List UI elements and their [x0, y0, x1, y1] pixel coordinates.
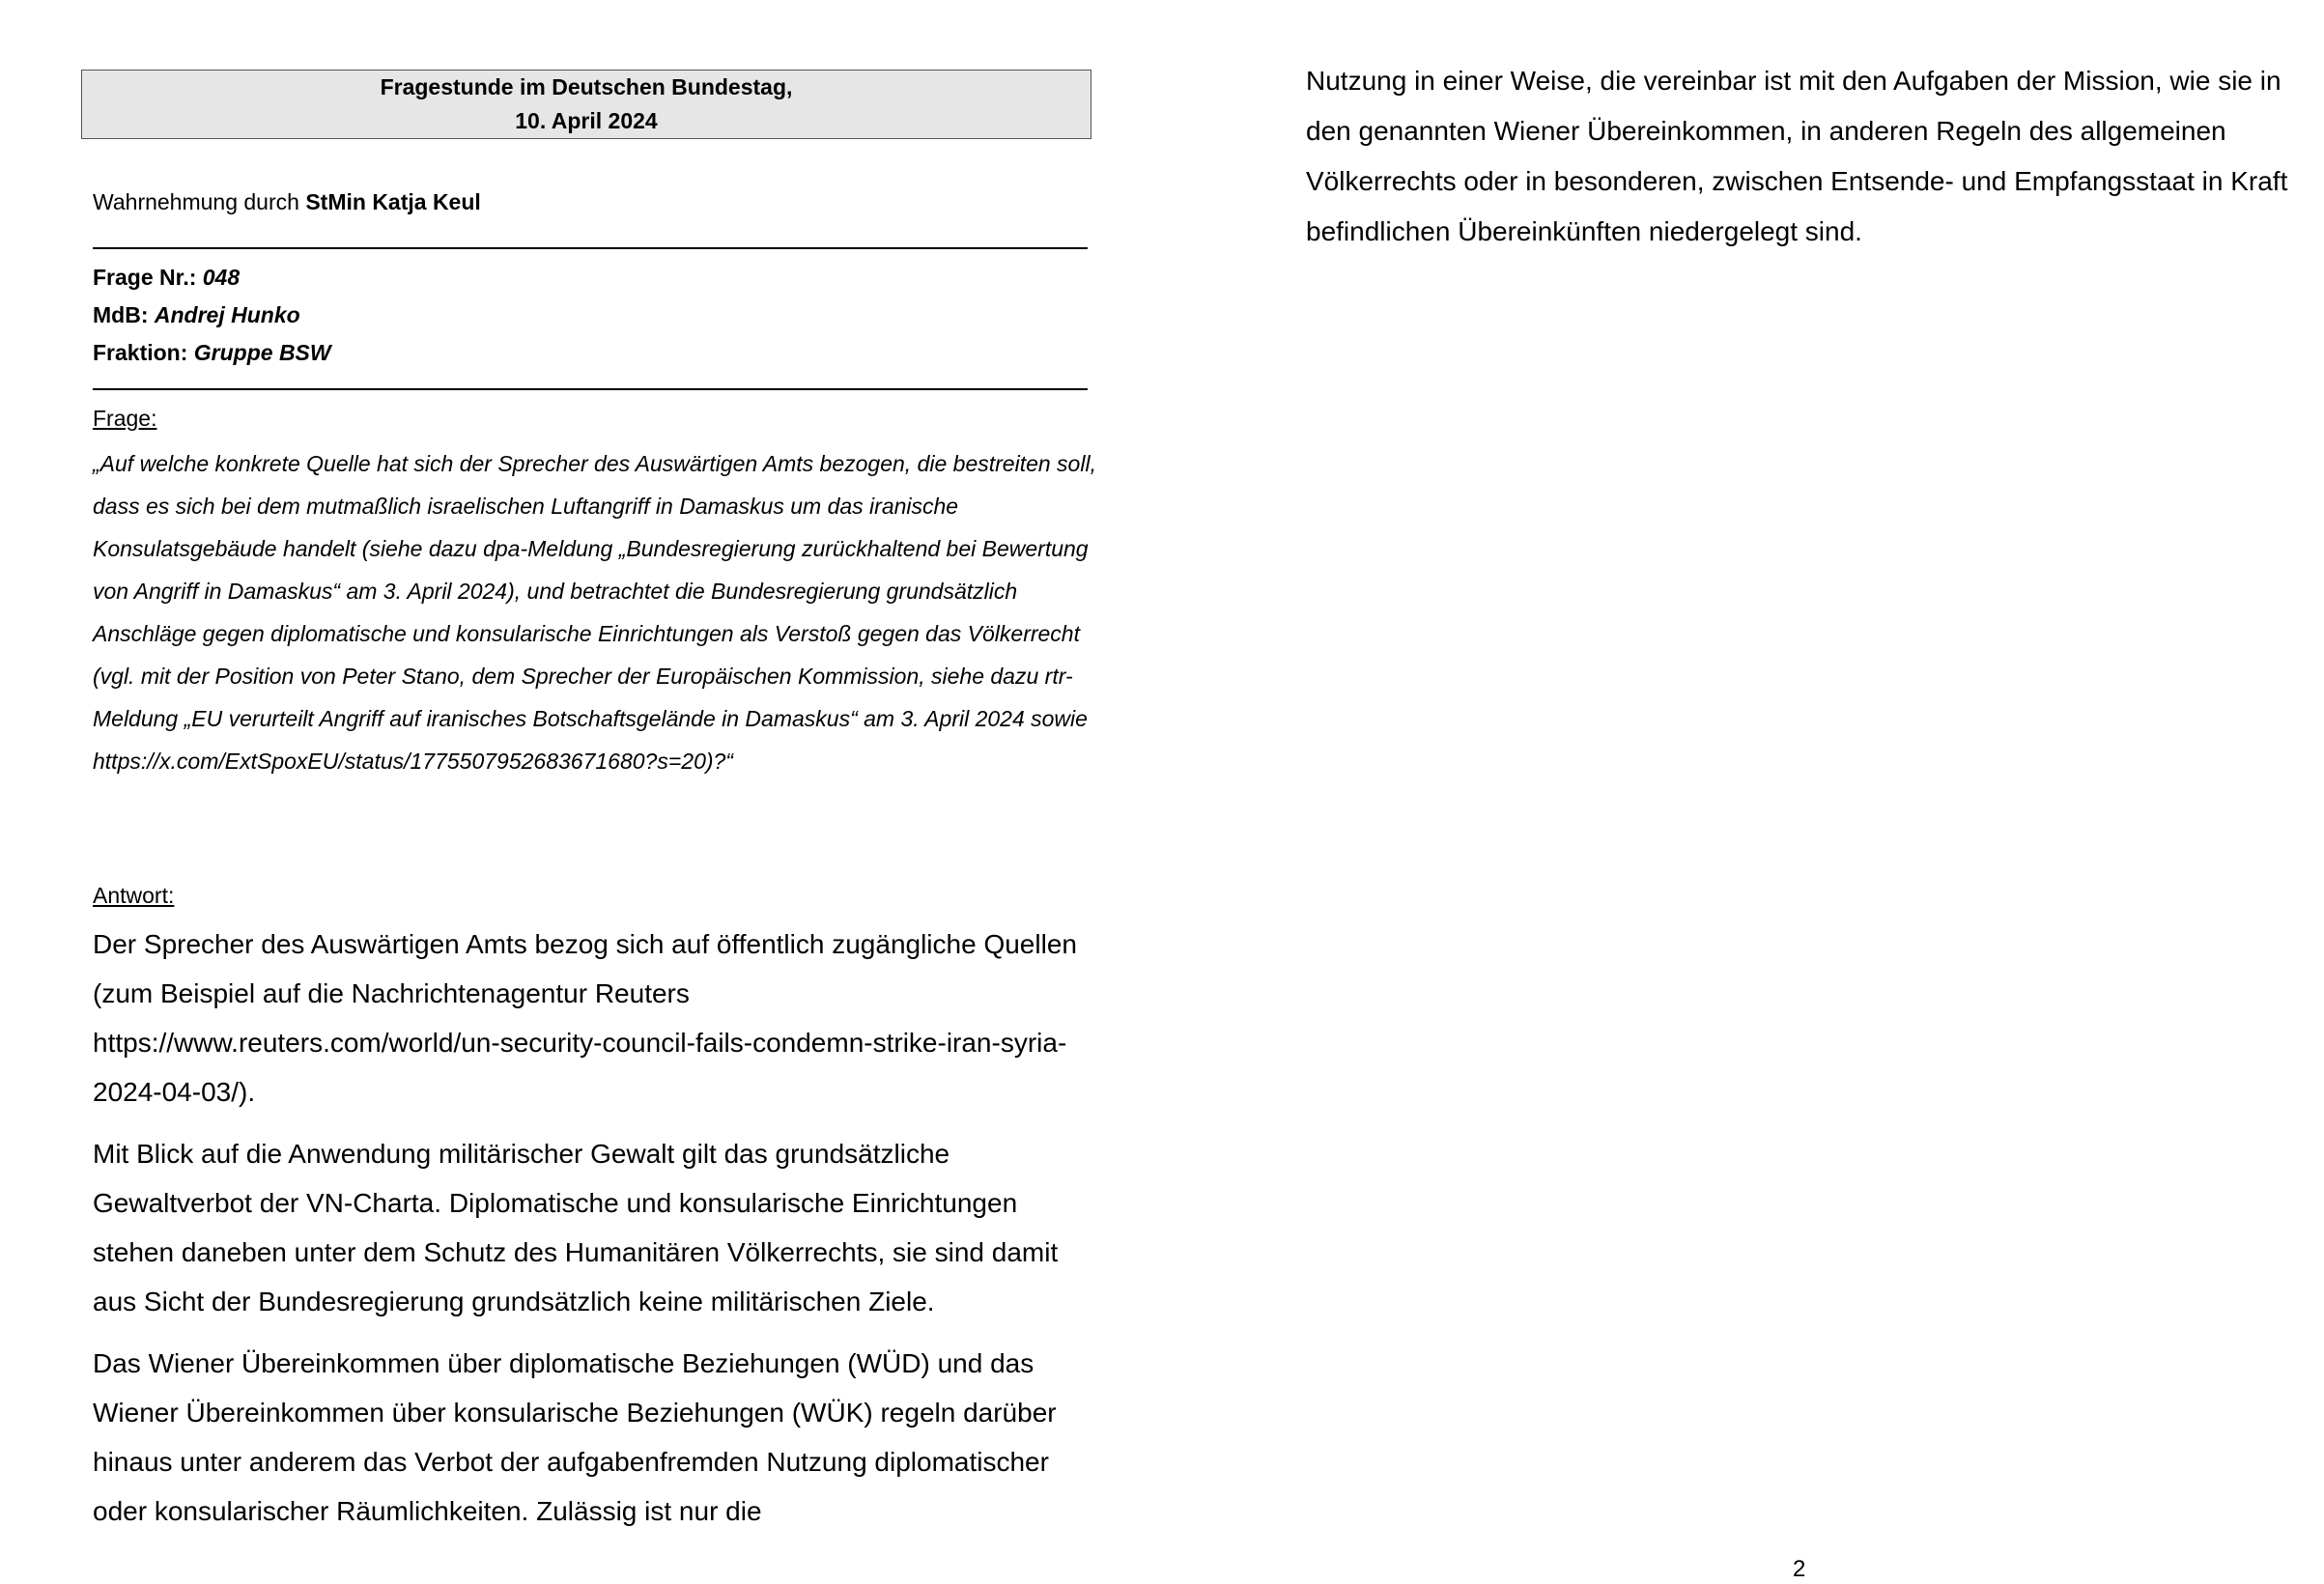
- header-date: 10. April 2024: [515, 108, 658, 133]
- perception-name: StMin Katja Keul: [305, 189, 481, 214]
- question-label: Frage:: [93, 406, 157, 431]
- fraktion-line: [93, 334, 1088, 372]
- fraktion-label: Fraktion:: [93, 340, 194, 365]
- perception-line: [93, 185, 1088, 219]
- mdb-label: MdB:: [93, 302, 155, 327]
- frage-nr-value: 048: [202, 265, 241, 290]
- perception-prefix: Wahrnehmung durch: [93, 189, 306, 214]
- page-left: [81, 0, 1095, 1572]
- mdb-line: [93, 297, 1088, 334]
- header-title: Fragestunde im Deutschen Bundestag,: [380, 74, 793, 99]
- answer-label: Antwort:: [93, 883, 175, 908]
- frage-nr-line: [93, 259, 1088, 297]
- document-header: [81, 70, 1091, 139]
- question-meta: [93, 259, 1088, 372]
- continuation-paragraph: Nutzung in einer Weise, die vereinbar ist mit den Aufgaben der Mission, wie sie in den genannten Wiener Übereinkommen, in anderen Regeln des allgemeinen Völkerrechts oder in besonderen, zwischen Entsende- und Empfangsstaat in Kraft befindlichen Übereinkünften niedergelegt sind.: [1306, 66, 2288, 246]
- page-number: 2: [1793, 1556, 1806, 1582]
- answer-paragraph-2: Mit Blick auf die Anwendung militärischer Gewalt gilt das grundsätzliche Gewaltverbot der VN-Charta. Diplomatische und konsularische Einrichtungen stehen daneben unter dem Schutz des Humanitären Völkerrechts, sie sind damit aus Sicht der Bundesregierung grundsätzlich keine militärischen Ziele.: [93, 1139, 1059, 1316]
- frage-nr-label: Frage Nr.:: [93, 265, 203, 290]
- answer-paragraph-3: Das Wiener Übereinkommen über diplomatische Beziehungen (WÜD) und das Wiener Übereinkommen über konsularische Beziehungen (WÜK) regeln darüber hinaus unter anderem das Verbot der aufgabenfremden Nutzung diplomatischer oder konsularischer Räumlichkeiten. Zulässig ist nur die: [93, 1348, 1057, 1526]
- answer-text: [93, 919, 1097, 1548]
- fraktion-value: Gruppe BSW: [193, 340, 331, 365]
- question-text: „Auf welche konkrete Quelle hat sich der Sprecher des Auswärtigen Amts bezogen, die bestreiten soll, dass es sich bei dem mutmaßlich israelischen Luftangriff in Damaskus um das iranische Konsulatsgebäude handelt (siehe dazu dpa-Meldung „Bundesregierung zurückhaltend bei Bewertung von Angriff in Damaskus“ am 3. April 2024), und betrachtet die Bundesregierung grundsätzlich Anschläge gegen diplomatische und konsularische Einrichtungen als Verstoß gegen das Völkerrecht (vgl. mit der Position von Peter Stano, dem Sprecher der Europäischen Kommission, siehe dazu rtr-Meldung „EU verurteilt Angriff auf iranisches Botschaftsgelände in Damaskus“ am 3. April 2024 sowie https://x.com/ExtSpoxEU/status/1775507952683671680?s=20)?“: [93, 451, 1096, 774]
- page-right: [1306, 56, 2291, 257]
- divider-bottom: [93, 388, 1088, 390]
- answer-paragraph-1: Der Sprecher des Auswärtigen Amts bezog sich auf öffentlich zugängliche Quellen (zum Beispiel auf die Nachrichtenagentur Reuters https://www.reuters.com/world/un-security-council-fails-condemn-strike-iran-syria-2024-04-03/).: [93, 929, 1077, 1107]
- mdb-value: Andrej Hunko: [154, 302, 300, 327]
- divider-top: [93, 247, 1088, 249]
